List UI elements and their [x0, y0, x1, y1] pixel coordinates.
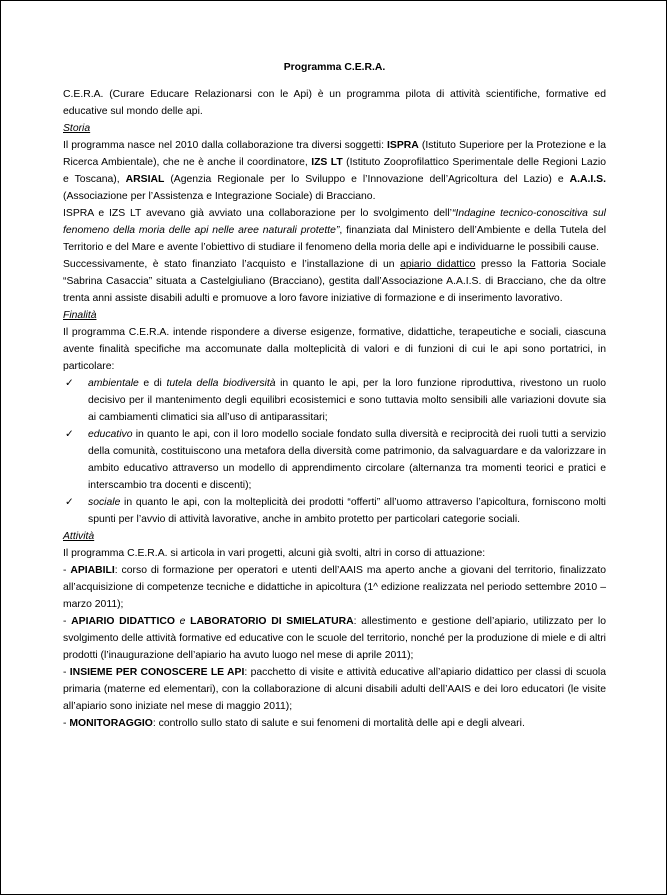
- list-item: ✓ sociale in quanto le api, con la molteplicità dei prodotti “offerti” all’uomo attraverso l’apicoltura, forniscono molti spunti per l’avvio di attività lavorative, anche in ambito protetto per particolari categorie sociali.: [63, 494, 606, 528]
- document-title: Programma C.E.R.A.: [283, 62, 386, 73]
- checkmark-icon: ✓: [65, 429, 74, 440]
- list-item: - APIABILI: corso di formazione per operatori e utenti dell’AAIS ma aperto anche a giovani del territorio, finalizzato all’acquisizione di competenze tecniche e didattiche in apicoltura (1^ edizione realizzata nel periodo settembre 2010 – marzo 2011);: [63, 565, 606, 610]
- storia-paragraph-1: Il programma nasce nel 2010 dalla collaborazione tra diversi soggetti: ISPRA (Istituto Superiore per la Protezione e la Ricerca Ambientale), che ne è anche il coordinatore, IZS LT (Istituto Zooprofilattico Sperimentale delle Regioni Lazio e Toscana), ARSIAL (Agenzia Regionale per lo Sviluppo e l’Innovazione dell’Agricoltura del Lazio) e A.A.I.S. (Associazione per l’Assistenza e Integrazione Sociale) di Bracciano.: [63, 140, 606, 202]
- document-body: [63, 59, 606, 732]
- checkmark-icon: ✓: [65, 497, 74, 508]
- section-heading-attivita: Attività: [63, 531, 95, 542]
- list-item: - INSIEME PER CONOSCERE LE API: pacchetto di visite e attività educative all’apiario didattico per classi di scuola primaria (materne ed elementari), con la collaborazione di alcuni disabili adulti dell’AAIS e dei loro educatori (le visite all’apiario sono iniziate nel mese di maggio 2011);: [63, 667, 606, 712]
- list-item: ✓ educativo in quanto le api, con il loro modello sociale fondato sulla diversità e reciprocità dei ruoli tutti a servizio della comunità, costituiscono una metafora della diversità come patrimonio, da salvaguardare e da valorizzare in ambito educativo attraverso un modello di apprendimento circolare (alternanza tra momenti teorici e pratici e interscambio tra docenti e discenti);: [63, 426, 606, 494]
- section-heading-finalita: Finalità: [63, 310, 97, 321]
- list-item: - APIARIO DIDATTICO e LABORATORIO DI SMIELATURA: allestimento e gestione dell’apiario, utilizzato per lo svolgimento delle attività formative ed educative con le scuole del territorio, nonché per la produzione di miele e di altri prodotti (l’inaugurazione dell’apiario ha avuto luogo nel mese di aprile 2011);: [63, 616, 606, 661]
- attivita-intro: Il programma C.E.R.A. si articola in vari progetti, alcuni già svolti, altri in corso di attuazione:: [63, 548, 486, 559]
- storia-paragraph-3: Successivamente, è stato finanziato l’acquisto e l’installazione di un apiario didattico presso la Fattoria Sociale “Sabrina Casaccia” situata a Castelgiuliano (Bracciano), gestita dall’Associazione A.A.I.S. di Bracciano, che da oltre trenta anni assiste disabili adulti e promuove a loro favore iniziative di formazione e di inserimento lavorativo.: [63, 259, 606, 304]
- storia-paragraph-2: ISPRA e IZS LT avevano già avviato una collaborazione per lo svolgimento dell’“Indagine tecnico-conoscitiva sul fenomeno della moria delle api nelle aree naturali protette”, finanziata dal Ministero dell’Ambiente e della Tutela del Territorio e del Mare e avente l’obiettivo di studiare il fenomeno della moria delle api e individuarne le possibili cause.: [63, 208, 607, 253]
- list-item: ✓ ambientale e di tutela della biodiversità in quanto le api, per la loro funzione riproduttiva, rivestono un ruolo decisivo per il mantenimento degli equilibri ecosistemici e sono tuttavia molto sensibili alle variazioni dovute sia ai cambiamenti climatici sia all’uso di antiparassitari;: [63, 375, 606, 426]
- finalita-list: [63, 375, 606, 528]
- checkmark-icon: ✓: [65, 378, 74, 389]
- section-heading-storia: Storia: [63, 123, 91, 134]
- finalita-intro: Il programma C.E.R.A. intende rispondere a diverse esigenze, formative, didattiche, terapeutiche e sociali, ciascuna avente finalità specifiche ma accomunate dalla molteplicità di valori e di funzioni di cui le api sono portatrici, in particolare:: [63, 327, 606, 372]
- list-item: - MONITORAGGIO: controllo sullo stato di salute e sui fenomeni di mortalità delle api e degli alveari.: [63, 718, 525, 729]
- intro-paragraph: C.E.R.A. (Curare Educare Relazionarsi con le Api) è un programma pilota di attività scientifiche, formative ed educative sul mondo delle api.: [63, 89, 606, 117]
